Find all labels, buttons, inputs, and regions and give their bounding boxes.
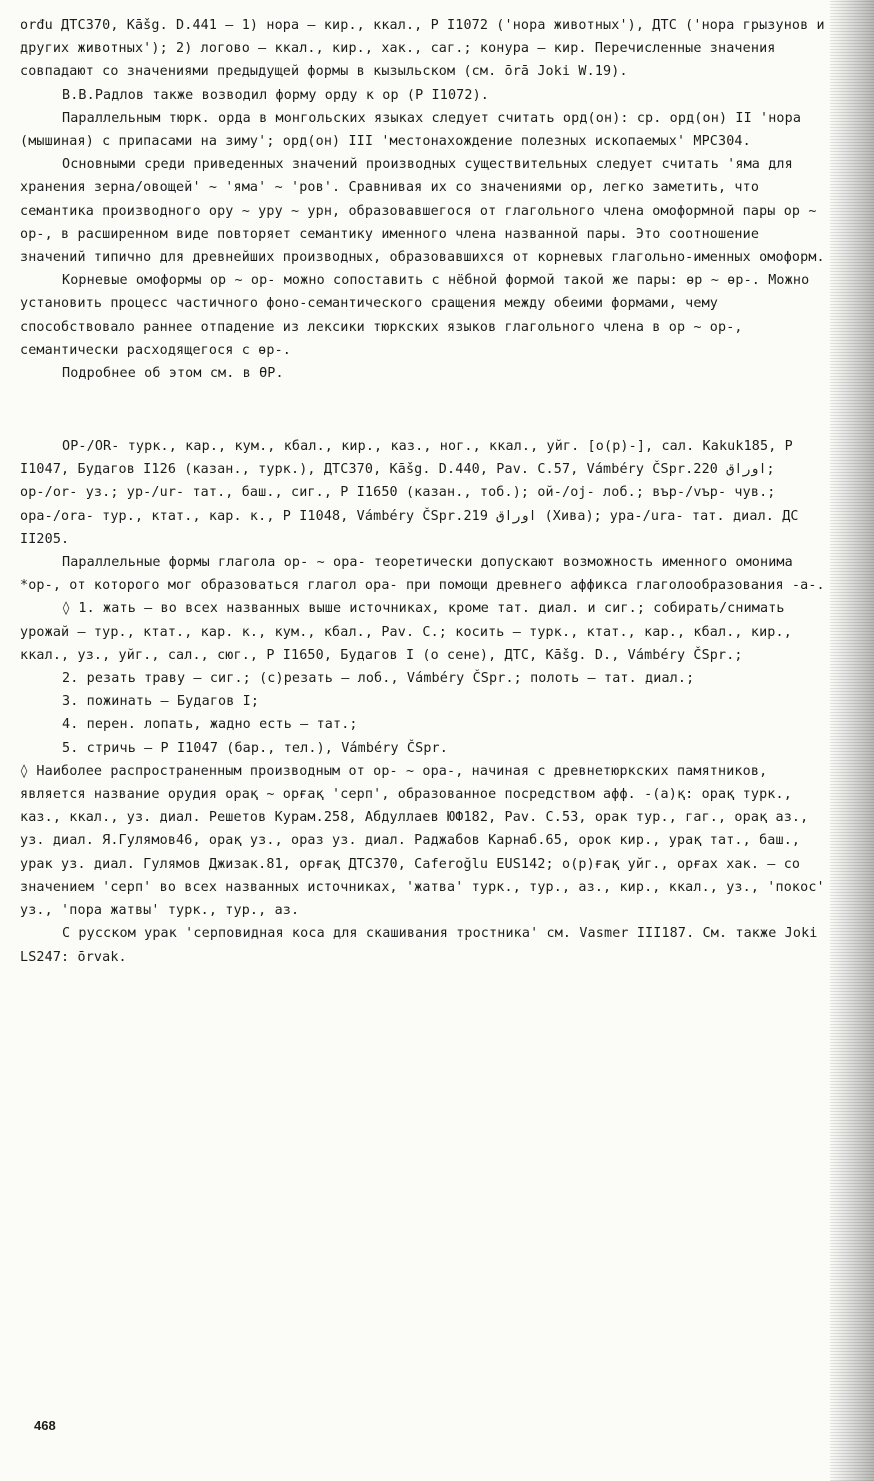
paragraph: Подробнее об этом см. в ӨР. (62, 366, 284, 382)
list-item: 2. резать траву – сиг.; (с)резать – лоб., Vámbéry ČSpr.; полоть – тат. диал.; (62, 671, 695, 687)
list-item: 5. стричь – Р I1047 (бар., тел.), Vámbéry ČSpr. (62, 740, 448, 756)
paragraph: ◊ 1. жать – во всех названных выше источниках, кроме тат. диал. и сиг.; собирать/снимать урожай – тур., ктат., кар. к., кум., кбал., Pav. C.; косить – турк., ктат., кар., кбал., кир., ккал., уз., уйг., сал., сюг., Р I1650, Будагов I (о сене), ДТС, Kāšg. D., Vámbéry ČSpr.; (20, 601, 792, 663)
paragraph: Основными среди приведенных значений производных существительных следует считать 'яма для хранения зерна/овощей' ~ 'яма' ~ 'ров'. Сравнивая их со значениями ор, легко заметить, что семантика производного ору ~ уру ~ урн, образовавшегося от глагольного члена омоформной пары ор ~ ор-, в расширенном виде повторяет семантику именного члена названной пары. Это соотношение значений типично для древнейших производных, образовавшихся от корневых глагольно-именных омоформ. (20, 157, 825, 266)
paragraph: orđu ДТС370, Kāšg. D.441 – 1) нора – кир., ккал., Р I1072 ('нора животных'), ДТС ('нора грызунов и других животных'); 2) логово – ккал., кир., хак., саг.; конура – кир. Перечисленные значения совпадают со значениями предыдущей формы в кызыльском (см. ōrā Joki W.19). (20, 18, 825, 80)
paragraph: ОР-/ОR- турк., кар., кум., кбал., кир., каз., ног., ккал., уйг. [о(р)-], сал. Kakuk185, Р I1047, Будагов I126 (казан., турк.), ДТС370, Kāšg. D.440, Pav. C.57, Vámbéry ČSpr.220 اوراق; ор-/or- уз.; ур-/ur- тат., баш., сиг., Р I1650 (казан., тоб.); ой-/oj- лоб.; вър-/vър- чув.; ора-/ora- тур., ктат., кар. к., Р I1048, Vámbéry ČSpr.219 اوراق (Хива); ура-/ura- тат. диал. ДС II205. (20, 439, 799, 547)
paragraph: Параллельные формы глагола ор- ~ ора- теоретически допускают возможность именного омонима *ор-, от которого мог образоваться глагол ора- при помощи древнего аффикса глаголообразования -а-. (20, 555, 825, 594)
paragraph: С русском урак 'серповидная коса для скашивания тростника' см. Vasmer III187. См. также Joki LS247: ōrvak. (20, 926, 818, 965)
paragraph-gap (20, 399, 830, 422)
page-text (20, 14, 830, 969)
list-item: 4. перен. лопать, жадно есть – тат.; (62, 717, 358, 733)
paragraph: В.В.Радлов также возводил форму орду к ор (Р I1072). (62, 87, 490, 103)
page-number: 468 (34, 1418, 56, 1433)
list-item: 3. пожинать – Будагов I; (62, 694, 260, 710)
paragraph: Параллельным тюрк. орда в монгольских языках следует считать орд(он): ср. орд(он) II 'нора (мышиная) с припасами на зиму'; орд(он) III 'местонахождение полезных ископаемых' МРС304. (20, 110, 802, 150)
paragraph: Корневые омоформы ор ~ ор- можно сопоставить с нёбной формой такой же пары: өр ~ өр-. Можно установить процесс частичного фоно-семантического сращения между обеими формами, чему способствовало раннее отпадение из лексики тюркских языков глагольного члена в ор ~ ор-, семантически расходящегося с өр-. (20, 273, 810, 358)
paragraph: ◊ Наиболее распространенным производным от ор- ~ ора-, начиная с древнетюркских памятников, является название орудия орақ ~ орғақ 'серп', образованное посредством афф. -(а)қ: орақ турк., каз., ккал., уз. диал. Решетов Курам.258, Абдуллаев ЮФ182, Pav. C.53, орак тур., гаг., орақ аз., уз. диал. Я.Гулямов46, орақ уз., ораз уз. диал. Раджабов Карнаб.65, орок кир., урақ тат., баш., урак уз. диал. Гулямов Джизак.81, орғақ ДТС370, Caferoğlu EUS142; о(р)ғақ уйг., орғах хак. – со значением 'серп' во всех названных источниках, 'жатва' турк., тур., аз., кир., ккал., уз., 'покос' уз., 'пора жатвы' турк., тур., аз. (20, 763, 825, 919)
scan-edge-shadow (830, 0, 874, 1481)
